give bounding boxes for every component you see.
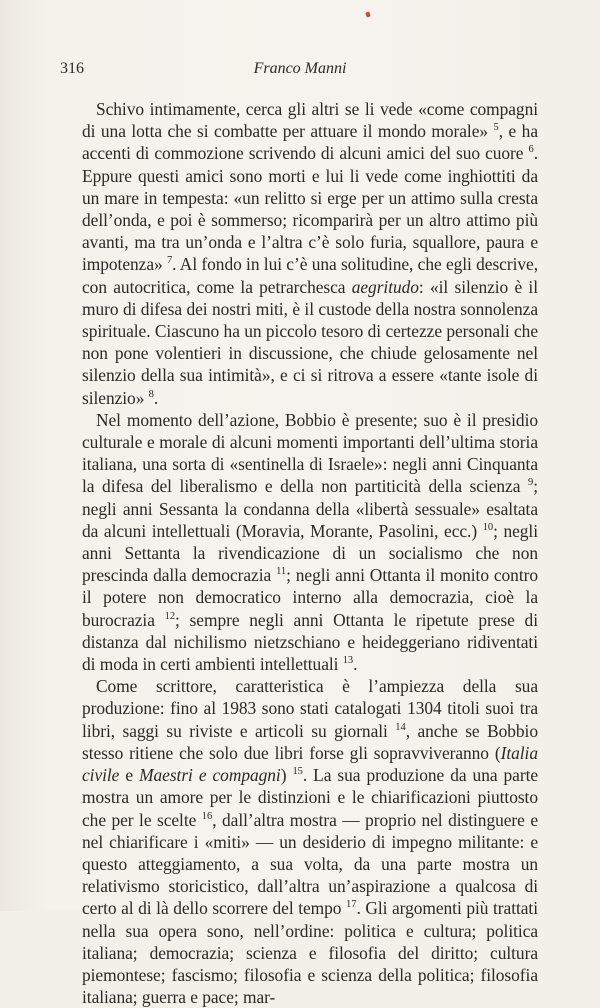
footnote-ref: 9 — [528, 477, 534, 489]
footnote-ref: 16 — [201, 810, 213, 822]
text-run: Schivo intimamente, cerca gli altri se li vede «come compagni di una lotta che si combatte per attuare il mondo morale» — [82, 99, 538, 142]
text-run: ; negli anni Settanta la rivendicazione di un socialismo che non prescinda dalla democrazia — [82, 520, 538, 586]
paragraph — [82, 409, 538, 675]
text-run: e — [119, 765, 140, 786]
italic-text: Maestri e compagni — [139, 765, 281, 786]
page-number: 316 — [60, 60, 84, 77]
italic-text: Italia civile — [82, 742, 538, 786]
text-run: Nel momento dell’azione, Bobbio è presente; suo è il presidio culturale e morale di alcuni momenti importanti dell’ultima storia italiana, una sorta di «sentinella di Israele»: negli anni Cinquanta la difesa del liberalismo e della non partiticità della scienza — [82, 409, 538, 497]
running-head-author: Franco Manni — [253, 60, 347, 77]
text-run: , e ha accenti di commozione scrivendo di alcuni amici del suo cuore — [82, 121, 538, 164]
text-run: ; sempre negli anni Ottanta le ripetute prese di distanza dal nichilismo nietzschiano e heideggeriano ridiventati di moda in certi ambienti intellettuali — [82, 609, 538, 675]
text-run: ; negli anni Sessanta la condanna della «libertà sessuale» esaltata da alcuni intellettuali (Moravia, Morante, Pasolini, ecc.) — [82, 476, 538, 541]
footnote-ref: 8 — [148, 388, 154, 400]
red-ink-speck — [365, 11, 370, 17]
page-header — [60, 60, 540, 82]
text-run: . Al fondo in lui c’è una solitudine, che egli descrive, con autocritica, come la petrarchesca — [82, 254, 538, 297]
footnote-ref: 14 — [395, 721, 406, 733]
footnote-ref: 6 — [528, 144, 534, 156]
text-run: : «il silenzio è il muro di difesa dei nostri miti, è il custode della nostra sonnolenza spirituale. Ciascuno ha un piccolo tesoro di certezze personali che non pone volentieri in discussione, che chiude gelosamente nel silenzio della sua intimità», e ci si ritrova a essere «tante isole di silenzio» — [82, 276, 538, 408]
text-run: , anche se Bobbio stesso ritiene che solo due libri forse gli sopravviveranno ( — [82, 720, 538, 763]
paragraph — [82, 98, 538, 409]
footnote-ref: 17 — [346, 899, 357, 911]
footnote-ref: 15 — [292, 766, 303, 778]
footnote-ref: 13 — [342, 655, 354, 667]
body-text — [82, 98, 538, 1008]
footnote-ref: 11 — [276, 566, 287, 578]
text-run: . Gli argomenti più trattati nella sua opera sono, nell’ordine: politica e cultura; politica italiana; democrazia; scienza e filosofia del diritto; cultura piemontese; fascismo; filosofia e scienza della politica; filosofia italiana; guerra e pace; mar- — [82, 898, 538, 1008]
footnote-ref: 7 — [166, 255, 173, 267]
paragraph — [82, 675, 538, 1008]
text-run: , dall’altra mostra — proprio nel distinguere e nel chiarificare i «miti» — un desiderio di impegno militante: e questo atteggiamento, a sua volta, da una parte mostra un relativismo storicistico, dall’altra un’aspirazione a qualcosa di certo al di là dello scorrere del tempo — [82, 809, 538, 919]
text-run: ; negli anni Ottanta il monito contro il potere non democratico interno alla democrazia, cioè la burocrazia — [82, 565, 538, 630]
text-run: ) — [280, 765, 293, 786]
text-run: Come scrittore, caratteristica è l’ampiezza della sua produzione: fino al 1983 sono stati catalogati 1304 titoli suoi tra libri, saggi su riviste e articoli su giornali — [82, 676, 538, 741]
text-run: . Eppure questi amici sono morti e lui li vede come inghiottiti da un mare in tempesta: «un relitto si erge per un attimo sulla cresta dell’onda, e poi è sommerso; ricomparirà per un altro attimo più avanti, ma tra un’onda e l’altra c’è solo furia, squallore, paura e impotenza» — [82, 143, 538, 275]
text-run: . La sua produzione da una parte mostra un amore per le distinzioni e le chiarificazioni piuttosto che per le scelte — [82, 765, 539, 830]
footnote-ref: 10 — [482, 522, 494, 534]
text-run: . — [353, 654, 358, 675]
text-run: . — [153, 387, 159, 408]
footnote-ref: 12 — [164, 610, 176, 622]
footnote-ref: 5 — [493, 122, 499, 134]
italic-text: aegritudo — [351, 276, 419, 297]
